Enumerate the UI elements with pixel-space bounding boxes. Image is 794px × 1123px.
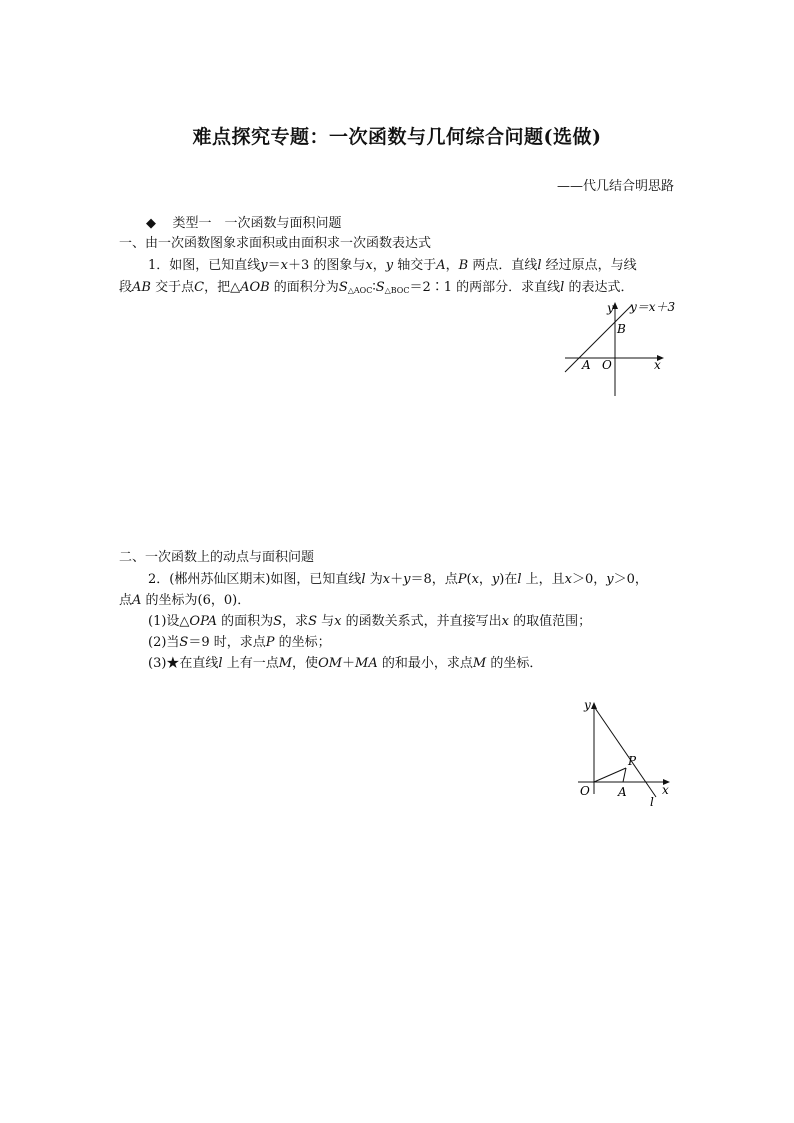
type-heading [146, 214, 342, 234]
diamond-bullet-icon: ◆ [146, 216, 156, 231]
question-2-part-3: (3)★在直线l 上有一点M，使OM＋MA 的和最小，求点M 的坐标． [148, 656, 543, 671]
type-heading-text: 类型一 一次函数与面积问题 [172, 216, 342, 231]
page-title: 难点探究专题：一次函数与几何综合问题(选做) [192, 126, 602, 148]
origin-label: O [602, 358, 612, 372]
point-a-label: A [582, 358, 591, 372]
question-2-part-2: (2)当S＝9 时，求点P 的坐标； [148, 635, 331, 650]
x-axis-label: x [662, 783, 669, 797]
line-equation-label: y＝x＋3 [630, 300, 676, 314]
question-2-part-1: (1)设△OPA 的面积为S，求S 与x 的函数关系式，并直接写出x 的取值范围； [148, 614, 592, 629]
figure-2 [574, 694, 684, 818]
origin-label: O [580, 784, 590, 798]
segment-pa [623, 768, 626, 782]
point-p-label: P [628, 754, 637, 768]
line-y-equals-x-plus-3 [565, 305, 632, 372]
y-axis-arrow-icon [591, 702, 597, 709]
question-2-line-2: 点A 的坐标为(6，0)． [119, 593, 251, 608]
figure-1 [560, 298, 690, 402]
point-a-label: A [618, 785, 627, 799]
question-2-line-1: 2．(郴州苏仙区期末)如图，已知直线l 为x＋y＝8，点P(x，y)在l 上，且x＞0，y＞0， [148, 572, 648, 587]
question-1-line-1: 1．如图，已知直线y＝x＋3 的图象与x，y 轴交于A，B 两点．直线l 经过原点，与线 [148, 258, 637, 273]
segment-op [594, 768, 626, 782]
y-axis-label: y [584, 698, 591, 712]
section-2-heading: 二、一次函数上的动点与面积问题 [119, 550, 315, 565]
y-axis-label: y [607, 301, 614, 315]
question-1-line-2: 段AB 交于点C，把△AOB 的面积分为$S_{\triangle AOC}∶S_{\triangle BOC}=2∶1$ 的两部分．求直线l 的表达式． [119, 280, 634, 295]
line-l [595, 708, 656, 797]
x-axis-label: x [654, 358, 661, 372]
subtitle: ——代几结合明思路 [556, 179, 674, 194]
point-b-label: B [617, 322, 626, 336]
figure-1-graph [560, 298, 690, 398]
figure-2-graph [574, 694, 684, 814]
line-l-label: l [650, 795, 654, 809]
section-1-heading: 一、由一次函数图象求面积或由面积求一次函数表达式 [119, 236, 432, 251]
